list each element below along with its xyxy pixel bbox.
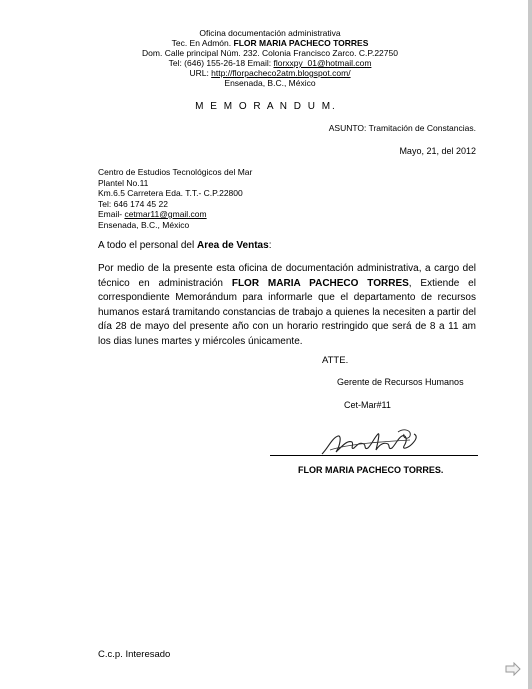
memo-title: M E M O R A N D U M. (195, 101, 337, 112)
memo-body-part2: , Extiende el correspondiente Memorándum para informarle que el departamento de recursos humanos estará tramitando constancias de trabajo a quienes la necesiten a partir del día 28 de mayo del presente año con un horario restringido que será de 8 a 11 am los dias lunes martes y miércoles únicamente. (98, 277, 476, 347)
recipient-institution: Centro de Estudios Tecnológicos del Mar (98, 167, 253, 177)
letterhead (120, 28, 420, 88)
letterhead-title-prefix: Tec. En Admón. (171, 38, 234, 48)
date-line: Mayo, 21, del 2012 (399, 146, 476, 156)
recipient-phone: Tel: 646 174 45 22 (98, 198, 168, 209)
greeting-area: Area de Ventas (196, 240, 269, 251)
letterhead-address: Dom. Calle principal Núm. 232. Colonia Francisco Zarco. C.P.22750 (142, 48, 398, 58)
recipient-city: Ensenada, B.C., México (98, 219, 190, 230)
letterhead-office: Oficina documentación administrativa (199, 28, 341, 38)
letterhead-contact (120, 58, 420, 68)
letterhead-city: Ensenada, B.C., México (224, 78, 316, 88)
signer-name: FLOR MARIA PACHECO TORRES. (298, 465, 444, 475)
recipient-address: Km.6.5 Carretera Eda. T.T.- C.P.22800 (98, 188, 243, 198)
carbon-copy-note: C.c.p. Interesado (98, 649, 171, 660)
memo-body-part1: Por medio de la presente esta oficina de documentación administrativa, a cargo del técnico en administración (98, 263, 476, 289)
recipient-block (98, 167, 252, 230)
letterhead-url-line (120, 68, 420, 78)
next-page-arrow-icon[interactable] (505, 662, 521, 676)
letterhead-name: FLOR MARIA PACHECO TORRES (233, 38, 369, 48)
greeting-prefix: A todo el personal del (98, 240, 197, 251)
recipient-email-prefix: Email- (98, 209, 125, 219)
recipient-email-line (98, 209, 252, 220)
letterhead-title-line (120, 38, 420, 48)
letterhead-url-prefix: URL: (189, 68, 212, 78)
closing-reference: Cet-Mar#11 (344, 400, 391, 410)
memo-body-name: FLOR MARIA PACHECO TORRES (231, 277, 409, 289)
handwritten-signature (318, 424, 424, 462)
signature-line (270, 455, 478, 456)
memo-body (98, 262, 476, 349)
closing-position: Gerente de Recursos Humanos (337, 377, 464, 387)
letterhead-url-link[interactable]: http://florpacheco2atm.blogspot.com/ (211, 68, 351, 78)
greeting-suffix: : (268, 240, 272, 251)
subject-line: ASUNTO: Tramitación de Constancias. (328, 123, 476, 133)
letterhead-email-link[interactable]: florxxpy_01@hotmail.com (273, 58, 372, 68)
letterhead-phone: Tel: (646) 155-26-18 Email: (168, 58, 274, 68)
recipient-campus: Plantel No.11 (98, 177, 149, 188)
closing-atte: ATTE. (322, 355, 349, 366)
greeting (98, 240, 271, 251)
recipient-email-link[interactable]: cetmar11@gmail.com (124, 209, 207, 219)
